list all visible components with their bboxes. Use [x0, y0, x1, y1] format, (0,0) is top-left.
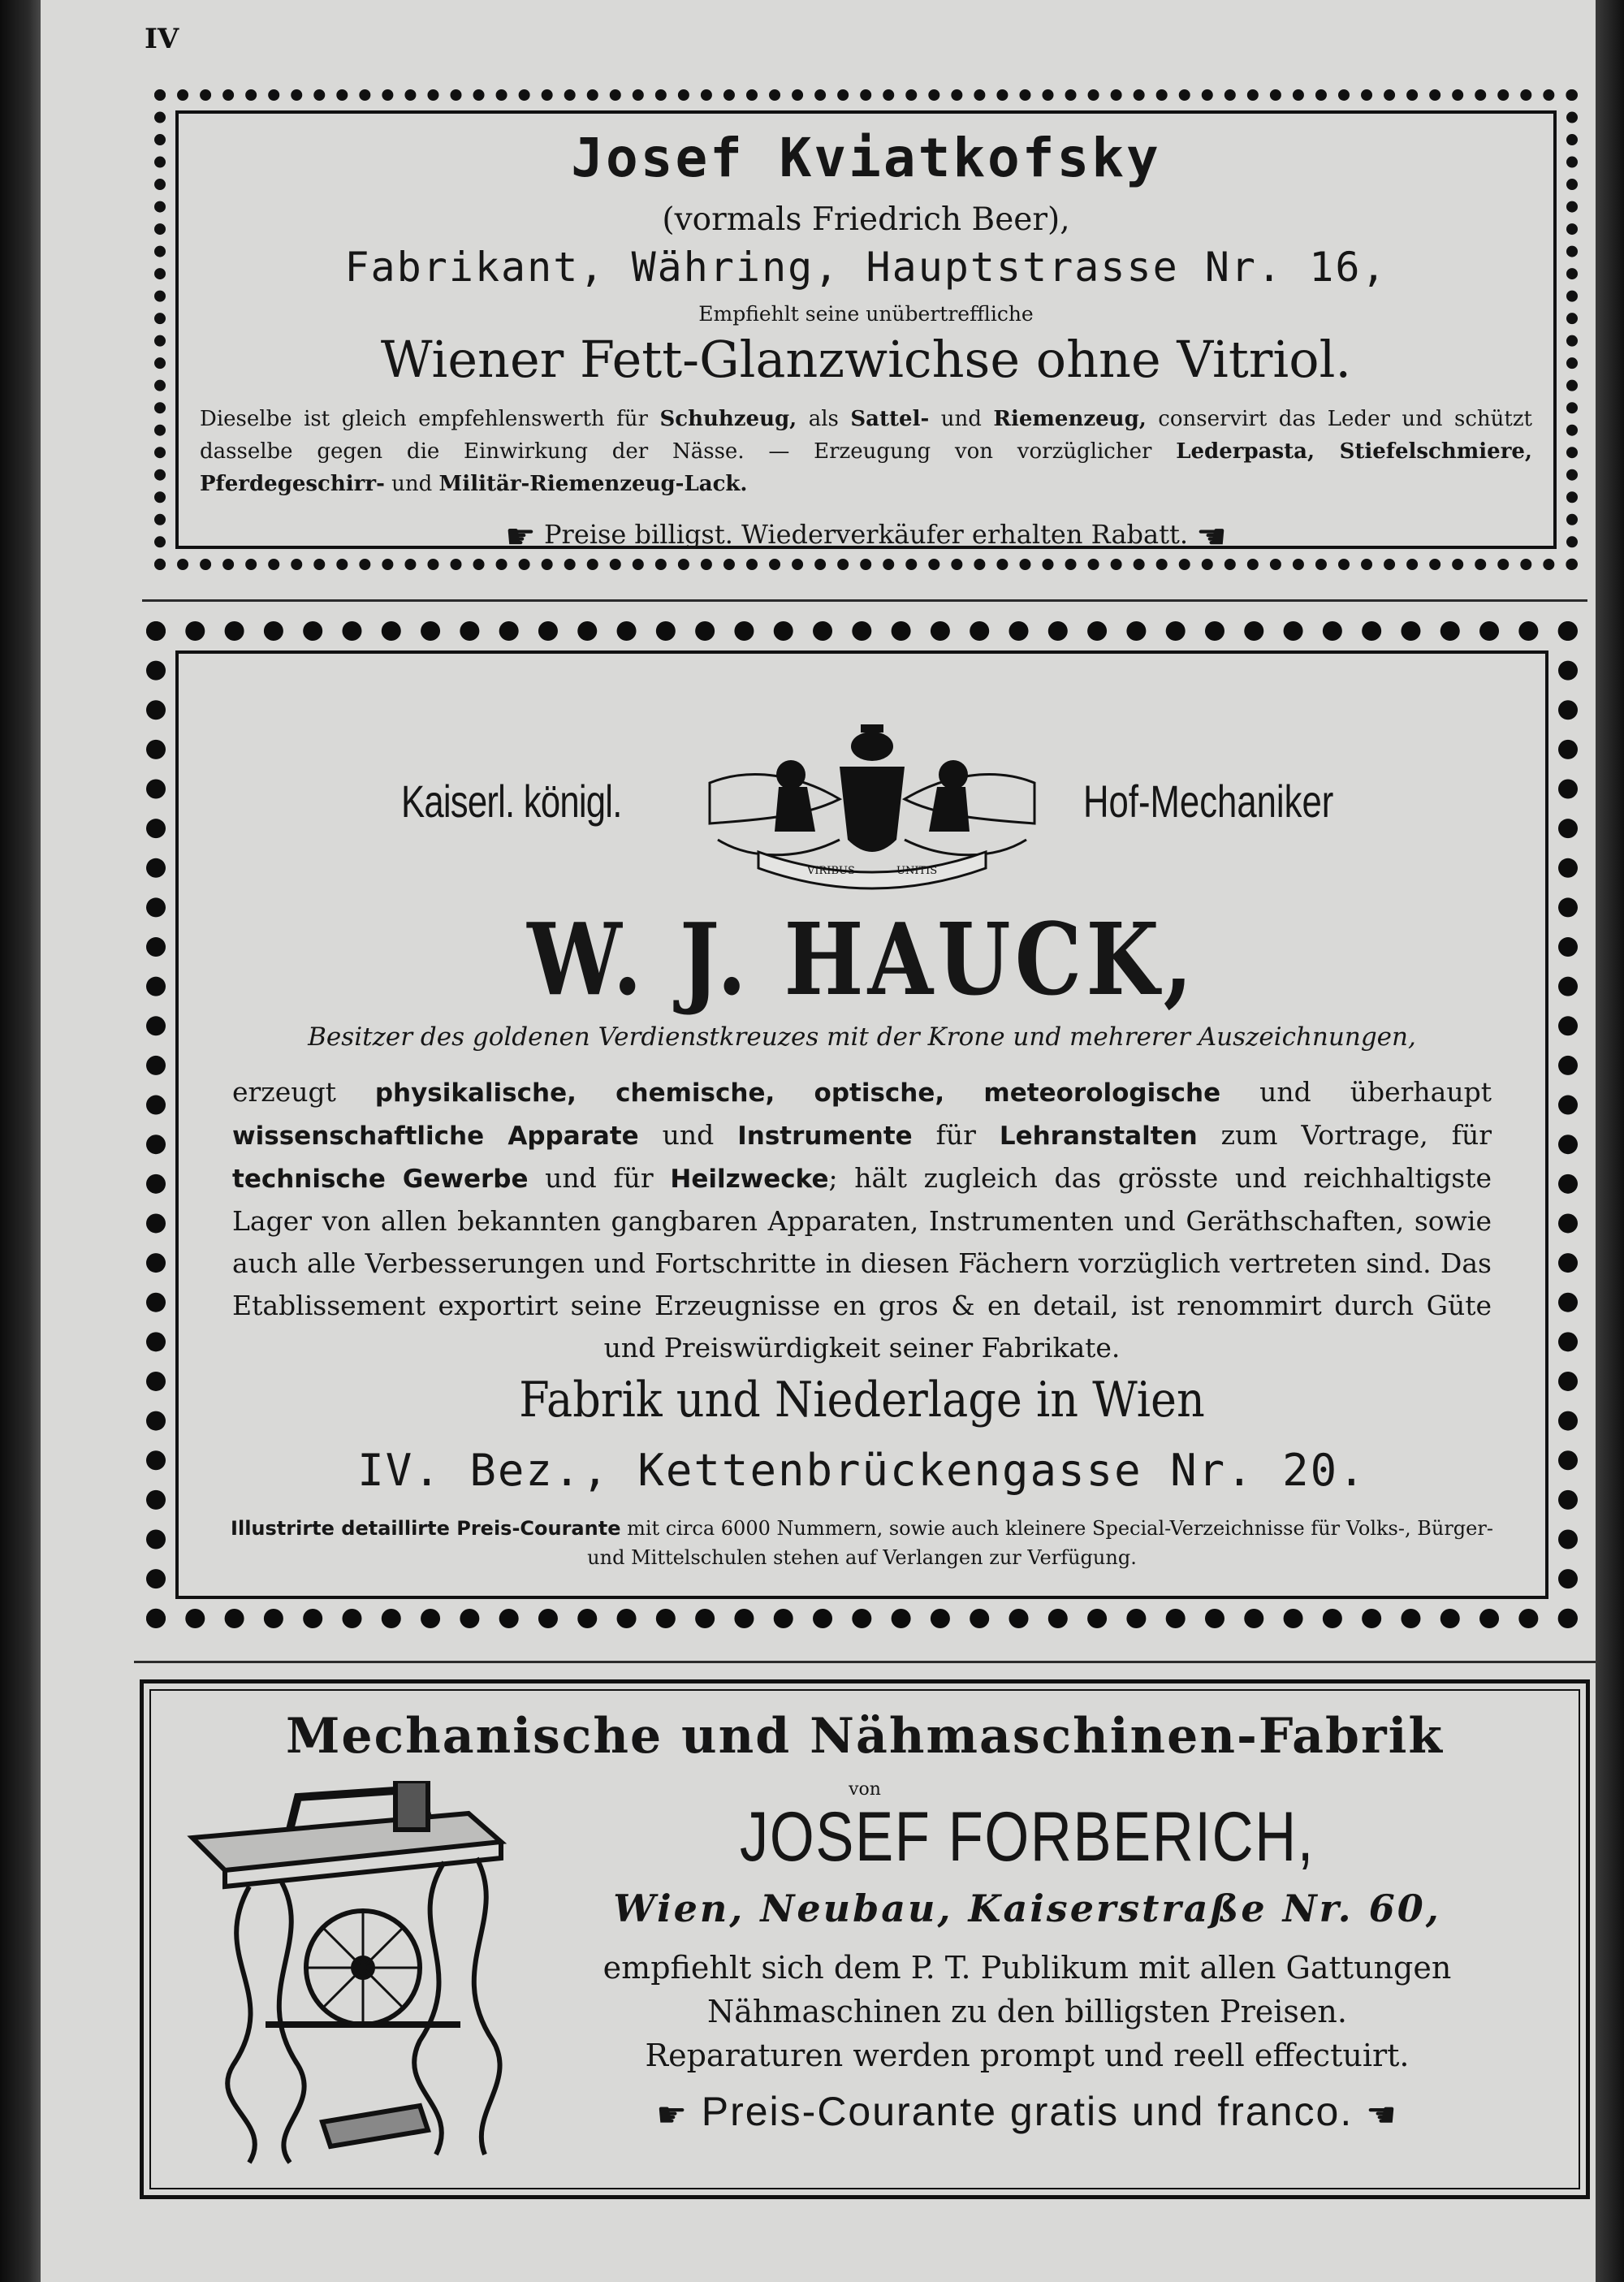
- document-page: [41, 0, 1596, 2282]
- advert-footer: ☛ Preise billigst. Wiederverkäufer erhalten Rabatt. ☚: [505, 516, 1227, 556]
- advert-forberich: [140, 1679, 1590, 2199]
- advert-address: Wien, Neubau, Kaiserstraße Nr. 60,: [613, 1887, 1441, 1930]
- divider-line: [142, 599, 1587, 602]
- advert-prices: Illustrirte detaillirte Preis-Courante mit circa 6000 Nummern, sowie auch kleinere Special-Verzeichnisse für Volks-, Bürger- und Mittelschulen stehen auf Verlangen zur Verfügung.: [231, 1517, 1493, 1569]
- page-number: IV: [145, 23, 179, 55]
- advert-name: W. J. HAUCK,: [527, 901, 1197, 1018]
- advert-hauck: [146, 621, 1578, 1628]
- advert-formerly: (vormals Friedrich Beer),: [662, 201, 1070, 238]
- imperial-crest-icon: [702, 718, 1043, 897]
- pointing-hand-left-icon: ☚: [1366, 2094, 1398, 2135]
- advert-fabrik: Fabrik und Niederlage in Wien: [519, 1372, 1205, 1428]
- scan-edge-left: [0, 0, 41, 2282]
- advert-recommends: Empfiehlt seine unübertreffliche: [698, 302, 1034, 326]
- advert-footer: ☛ Preis-Courante gratis und franco. ☚: [656, 2089, 1398, 2135]
- pointing-hand-left-icon: ☚: [1196, 516, 1227, 556]
- advert-name: Josef Kviatkofsky: [571, 127, 1161, 189]
- advert-von: von: [849, 1779, 881, 1800]
- advert-body: erzeugt physikalische, chemische, optische, meteorologische und überhaupt wissenschaftliche Apparate und Instrumente für Lehranstalten zum Vortrage, für technische Gewerbe und für Heilzwecke; hält zugleich das grösste und reichhaltigste Lager von allen bekannten gangbaren Apparaten, Instrumenten und Geräthschaften, sowie auch alle Verbesserungen und Fortschritte in diesen Fächern vorzüglich vertreten sind. Das Etablissement exportirt seine Erzeugnisse en gros & en detail, ist renommirt durch Güte und Preiswürdigkeit seiner Fabrikate.: [232, 1076, 1492, 1364]
- advert-address: IV. Bez., Kettenbrückengasse Nr. 20.: [357, 1445, 1367, 1496]
- crest-motto-left: VIRIBUS: [807, 865, 855, 877]
- scan-edge-right: [1596, 0, 1624, 2282]
- advert-title: Mechanische und Nähmaschinen-Fabrik: [285, 1708, 1444, 1765]
- crest-motto-right: UNITIS: [896, 865, 938, 877]
- advert-owner: Besitzer des goldenen Verdienstkreuzes mit der Krone und mehrerer Auszeichnungen,: [308, 1022, 1416, 1052]
- advert-product: Wiener Fett-Glanzwichse ohne Vitriol.: [380, 330, 1352, 389]
- divider-line: [134, 1661, 1596, 1663]
- advert-line-2: Nähmaschinen zu den billigsten Preisen.: [707, 1994, 1347, 2029]
- advert-description: Dieselbe ist gleich empfehlenswerth für Schuhzeug, als Sattel- und Riemenzeug, conservirt das Leder und schützt dasselbe gegen die Einwirkung der Nässe. — Erzeugung von vorzüglicher Lederpasta, Stiefelschmiere, Pferdegeschirr- und Militär-Riemenzeug-Lack.: [200, 407, 1533, 496]
- advert-name: JOSEF FORBERICH,: [740, 1798, 1315, 1876]
- pointing-hand-right-icon: ☛: [505, 516, 536, 556]
- advert-address: Fabrikant, Währing, Hauptstrasse Nr. 16,: [344, 244, 1388, 291]
- advert-line-3: Reparaturen werden prompt und reell effectuirt.: [645, 2038, 1410, 2073]
- advert-title-left: Kaiserl. königl.: [401, 776, 622, 827]
- pointing-hand-right-icon: ☛: [656, 2094, 689, 2135]
- advert-line-1: empfiehlt sich dem P. T. Publikum mit allen Gattungen: [603, 1950, 1452, 1986]
- advert-kviatkofsky: [154, 89, 1578, 570]
- advert-title-right: Hof-Mechaniker: [1083, 776, 1334, 827]
